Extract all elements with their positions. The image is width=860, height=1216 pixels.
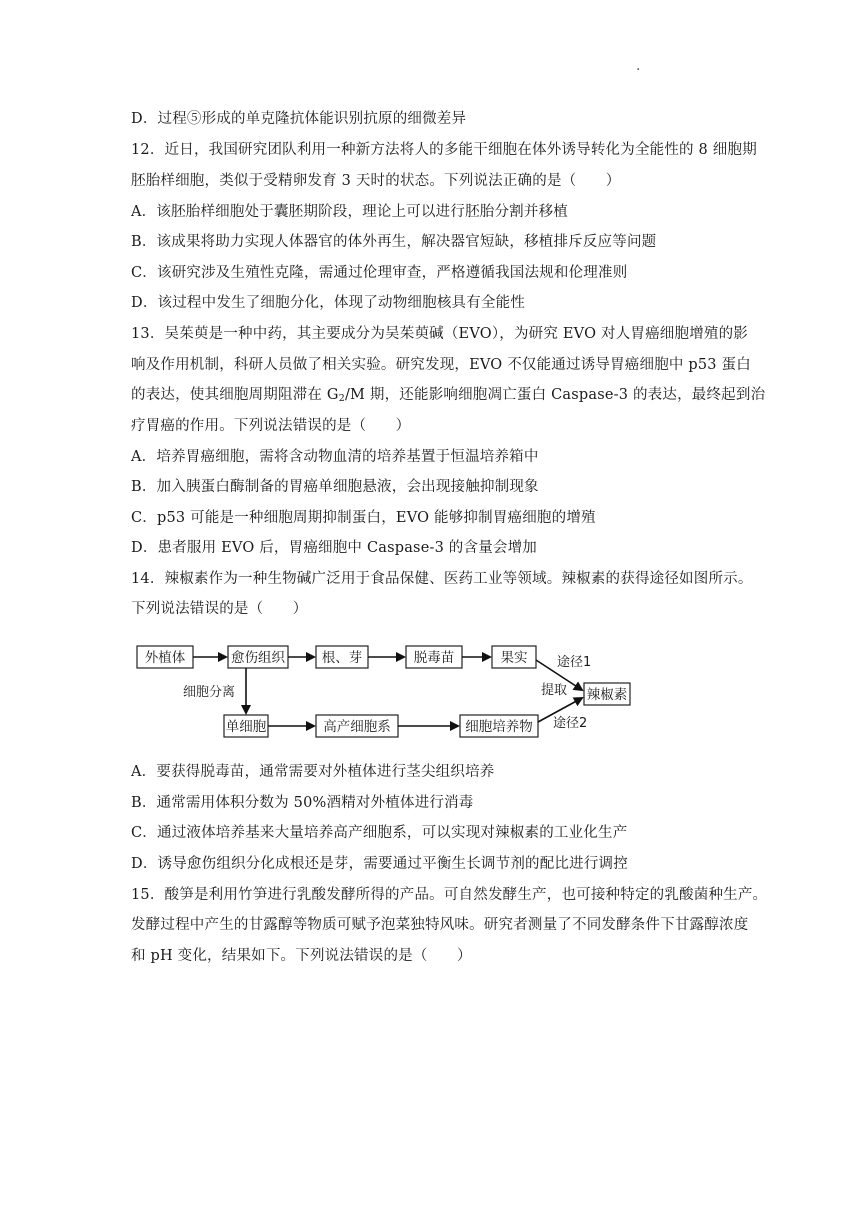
q14-stem-line-2: 下列说法错误的是（ ） [131,601,308,617]
culture-label: 细胞培养物 [465,719,533,735]
page-mark: . [636,58,641,74]
q15-stem-line-1: 15．酸笋是利用竹笋进行乳酸发酵所得的产品。可自然发酵生产，也可接种特定的乳酸菌种生产。 [131,887,768,903]
capsaicin-label: 辣椒素 [586,687,628,703]
q15-stem-line-2: 发酵过程中产生的甘露醇等物质可赋予泡菜独特风味。研究者测量了不同发酵条件下甘露醇浓度 [131,917,749,933]
q14-option-d: D．诱导愈伤组织分化成根还是芽，需要通过平衡生长调节剂的配比进行调控 [131,856,628,872]
explant-label: 外植体 [144,650,186,666]
q13-stem-line-3-a: 的表达，使其细胞周期阻滞在 G [131,387,339,403]
q12-option-d: D．该过程中发生了细胞分化，体现了动物细胞核具有全能性 [131,295,526,311]
q14-stem-line-1: 14．辣椒素作为一种生物碱广泛用于食品保健、医药工业等领域。辣椒素的获得途径如图所示。 [131,571,753,587]
q11-option-d: D．过程⑤形成的单克隆抗体能识别抗原的细微差异 [131,111,467,127]
q13-stem-line-2: 响及作用机制，科研人员做了相关实验。研究发现，EVO 不仅能通过诱导胃癌细胞中 p53 蛋白 [131,357,751,373]
callus-label: 愈伤组织 [231,650,285,666]
separation-label: 细胞分离 [183,685,236,700]
q14-option-a: A．要获得脱毒苗，通常需要对外植体进行茎尖组织培养 [131,764,495,780]
q12-stem-line-2: 胚胎样细胞，类似于受精卵发育 3 天时的状态。下列说法正确的是（ ） [131,173,621,189]
q13-option-b: B．加入胰蛋白酶制备的胃癌单细胞悬液，会出现接触抑制现象 [131,479,539,495]
q13-stem-line-1: 13．吴茱萸是一种中药，其主要成分为吴茱萸碱（EVO），为研究 EVO 对人胃癌细胞增殖的影 [131,326,748,342]
route1-label: 途径1 [557,655,592,670]
single-cell-label: 单细胞 [225,719,267,735]
q14-option-c: C．通过液体培养基来大量培养高产细胞系，可以实现对辣椒素的工业化生产 [131,825,628,841]
q13-stem-line-4: 疗胃癌的作用。下列说法错误的是（ ） [131,418,411,434]
q13-g2-subscript: 2 [338,393,345,404]
q13-stem-line-3-b: /M 期，还能影响细胞凋亡蛋白 Caspase-3 的表达，最终起到治 [344,387,766,403]
q12-stem-line-1: 12．近日，我国研究团队利用一种新方法将人的多能干细胞在体外诱导转化为全能性的 8 细胞期 [131,142,757,158]
q13-option-d: D．患者服用 EVO 后，胃癌细胞中 Caspase-3 的含量会增加 [131,540,538,556]
virus-free-label: 脱毒苗 [413,650,455,666]
q13-option-c: C．p53 可能是一种细胞周期抑制蛋白，EVO 能够抑制胃癌细胞的增殖 [131,510,596,526]
q13-option-a: A．培养胃癌细胞，需将含动物血清的培养基置于恒温培养箱中 [131,449,539,465]
route2-label: 途径2 [553,716,588,731]
extract-label: 提取 [541,683,568,698]
q14-option-b: B．通常需用体积分数为 50%酒精对外植体进行消毒 [131,795,474,811]
q12-option-b: B．该成果将助力实现人体器官的体外再生，解决器官短缺，移植排斥反应等问题 [131,234,657,250]
q12-option-a: A．该胚胎样细胞处于囊胚期阶段，理论上可以进行胚胎分割并移植 [131,204,568,220]
root-bud-label: 根、芽 [321,650,363,666]
q15-stem-line-3: 和 pH 变化，结果如下。下列说法错误的是（ ） [131,948,472,964]
high-yield-label: 高产细胞系 [323,719,391,735]
q12-option-c: C．该研究涉及生殖性克隆，需通过伦理审查，严格遵循我国法规和伦理准则 [131,265,628,281]
fruit-label: 果实 [500,650,528,666]
